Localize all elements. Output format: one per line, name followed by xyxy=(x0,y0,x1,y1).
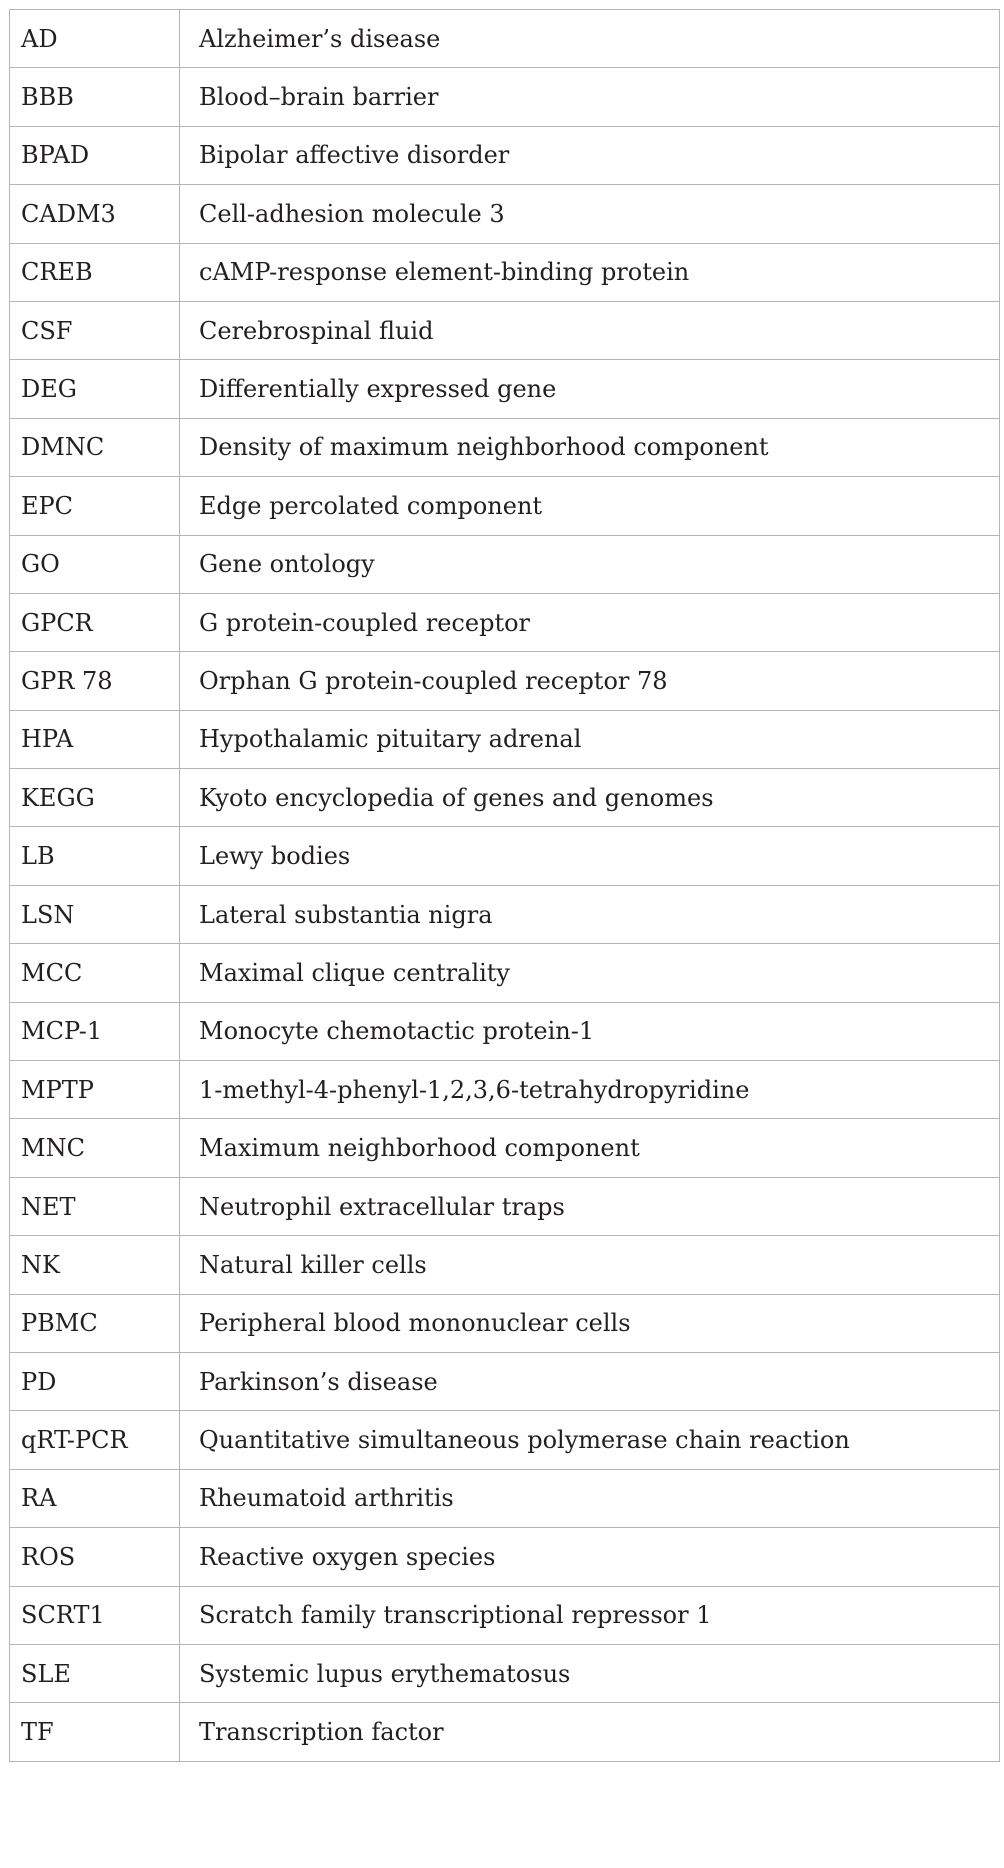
definition-cell: Edge percolated component xyxy=(180,477,1000,535)
definition-cell: Parkinson’s disease xyxy=(180,1352,1000,1410)
abbreviation-cell: BPAD xyxy=(10,126,180,184)
table-row xyxy=(10,885,1000,943)
abbreviation-cell: BBB xyxy=(10,68,180,126)
table-row xyxy=(10,1411,1000,1469)
definition-cell: Orphan G protein-coupled receptor 78 xyxy=(180,652,1000,710)
table-row xyxy=(10,126,1000,184)
table-row xyxy=(10,185,1000,243)
abbreviation-cell: GPR 78 xyxy=(10,652,180,710)
table-row xyxy=(10,243,1000,301)
table-row xyxy=(10,1644,1000,1702)
abbreviation-cell: MCP-1 xyxy=(10,1002,180,1060)
abbreviation-cell: EPC xyxy=(10,477,180,535)
table-row xyxy=(10,301,1000,359)
table-row xyxy=(10,593,1000,651)
definition-cell: Maximal clique centrality xyxy=(180,944,1000,1002)
table-row xyxy=(10,769,1000,827)
table-row xyxy=(10,1177,1000,1235)
abbreviation-cell: NET xyxy=(10,1177,180,1235)
table-row xyxy=(10,360,1000,418)
abbreviation-cell: SCRT1 xyxy=(10,1586,180,1644)
definition-cell: Rheumatoid arthritis xyxy=(180,1469,1000,1527)
definition-cell: Kyoto encyclopedia of genes and genomes xyxy=(180,769,1000,827)
abbreviation-cell: qRT-PCR xyxy=(10,1411,180,1469)
table-row xyxy=(10,1703,1000,1761)
definition-cell: Systemic lupus erythematosus xyxy=(180,1644,1000,1702)
abbreviation-cell: SLE xyxy=(10,1644,180,1702)
definition-cell: Blood–brain barrier xyxy=(180,68,1000,126)
definition-cell: Reactive oxygen species xyxy=(180,1528,1000,1586)
abbreviations-table-body xyxy=(10,10,1000,1762)
table-row xyxy=(10,418,1000,476)
table-row xyxy=(10,1119,1000,1177)
definition-cell: Quantitative simultaneous polymerase chain reaction xyxy=(180,1411,1000,1469)
definition-cell: Peripheral blood mononuclear cells xyxy=(180,1294,1000,1352)
definition-cell: Cerebrospinal fluid xyxy=(180,301,1000,359)
definition-cell: Density of maximum neighborhood component xyxy=(180,418,1000,476)
table-row xyxy=(10,535,1000,593)
definition-cell: Bipolar affective disorder xyxy=(180,126,1000,184)
table-row xyxy=(10,944,1000,1002)
definition-cell: Alzheimer’s disease xyxy=(180,10,1000,68)
abbreviation-cell: PBMC xyxy=(10,1294,180,1352)
definition-cell: G protein-coupled receptor xyxy=(180,593,1000,651)
definition-cell: Hypothalamic pituitary adrenal xyxy=(180,710,1000,768)
abbreviation-cell: CSF xyxy=(10,301,180,359)
abbreviation-cell: PD xyxy=(10,1352,180,1410)
definition-cell: Transcription factor xyxy=(180,1703,1000,1761)
definition-cell: Lewy bodies xyxy=(180,827,1000,885)
table-row xyxy=(10,710,1000,768)
abbreviation-cell: ROS xyxy=(10,1528,180,1586)
definition-cell: Maximum neighborhood component xyxy=(180,1119,1000,1177)
abbreviation-cell: GO xyxy=(10,535,180,593)
table-row xyxy=(10,1469,1000,1527)
table-row xyxy=(10,827,1000,885)
abbreviation-cell: LSN xyxy=(10,885,180,943)
table-row xyxy=(10,1294,1000,1352)
abbreviation-cell: GPCR xyxy=(10,593,180,651)
abbreviation-cell: CREB xyxy=(10,243,180,301)
table-row xyxy=(10,1528,1000,1586)
abbreviation-cell: KEGG xyxy=(10,769,180,827)
abbreviation-cell: NK xyxy=(10,1236,180,1294)
definition-cell: Natural killer cells xyxy=(180,1236,1000,1294)
abbreviation-cell: DEG xyxy=(10,360,180,418)
abbreviation-cell: MCC xyxy=(10,944,180,1002)
table-row xyxy=(10,10,1000,68)
table-row xyxy=(10,1236,1000,1294)
table-row xyxy=(10,1586,1000,1644)
abbreviation-cell: LB xyxy=(10,827,180,885)
table-row xyxy=(10,652,1000,710)
abbreviation-cell: DMNC xyxy=(10,418,180,476)
definition-cell: Cell-adhesion molecule 3 xyxy=(180,185,1000,243)
abbreviation-cell: MPTP xyxy=(10,1061,180,1119)
table-row xyxy=(10,477,1000,535)
definition-cell: Gene ontology xyxy=(180,535,1000,593)
definition-cell: Differentially expressed gene xyxy=(180,360,1000,418)
abbreviation-cell: MNC xyxy=(10,1119,180,1177)
definition-cell: Monocyte chemotactic protein-1 xyxy=(180,1002,1000,1060)
table-row xyxy=(10,1061,1000,1119)
abbreviation-cell: AD xyxy=(10,10,180,68)
abbreviation-cell: RA xyxy=(10,1469,180,1527)
abbreviation-cell: CADM3 xyxy=(10,185,180,243)
definition-cell: Lateral substantia nigra xyxy=(180,885,1000,943)
table-row xyxy=(10,1002,1000,1060)
definition-cell: 1-methyl-4-phenyl-1,2,3,6-tetrahydropyridine xyxy=(180,1061,1000,1119)
definition-cell: cAMP-response element-binding protein xyxy=(180,243,1000,301)
abbreviation-cell: HPA xyxy=(10,710,180,768)
abbreviations-table xyxy=(9,9,1000,1762)
table-row xyxy=(10,1352,1000,1410)
definition-cell: Neutrophil extracellular traps xyxy=(180,1177,1000,1235)
abbreviation-cell: TF xyxy=(10,1703,180,1761)
table-row xyxy=(10,68,1000,126)
definition-cell: Scratch family transcriptional repressor 1 xyxy=(180,1586,1000,1644)
